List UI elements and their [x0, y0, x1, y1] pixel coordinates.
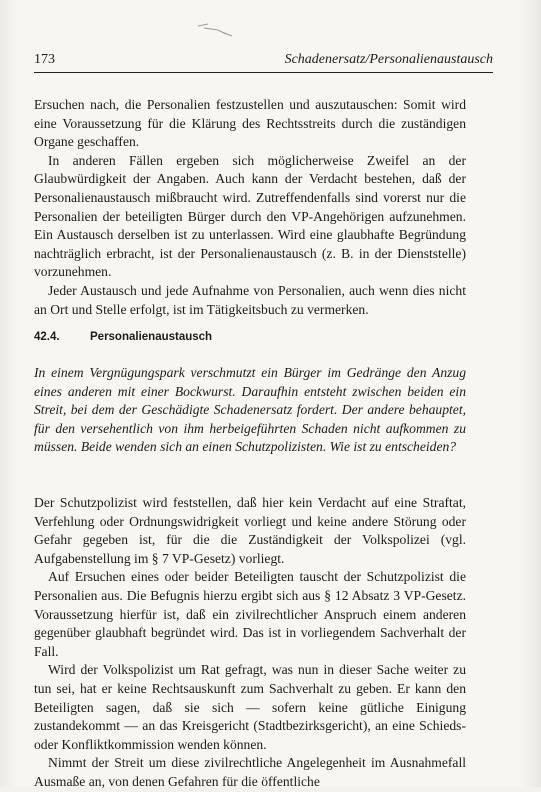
paragraph: Jeder Austausch und jede Aufnahme von Personalien, auch wenn dies nicht an Ort und Stelle erfolgt, ist im Tätigkeitsbuch zu vermerken.	[34, 282, 466, 317]
paragraph: Nimmt der Streit um diese zivilrechtliche Angelegenheit im Ausnahmefall Ausmaße an, von denen Gefahren für die öffentliche	[34, 755, 466, 789]
section-title: Personalienaustausch	[90, 331, 213, 343]
page-header	[34, 52, 493, 72]
paragraph: Auf Ersuchen eines oder beider Beteiligten tauscht der Schutzpolizist die Personalien aus. Die Befugnis hierzu ergibt sich aus § 12 Absatz 3 VP-Gesetz. Voraussetzung hierfür ist, daß ein zivilrechtlicher Anspruch einem anderen gegenüber glaubhaft begründet wird. Das ist in vorliegendem Sachverhalt der Fall.	[34, 569, 466, 659]
running-title: Schadenersatz/Personalienaustausch	[284, 52, 493, 67]
page-number: 173	[34, 52, 55, 67]
section-heading	[34, 331, 466, 343]
header-rule	[34, 72, 493, 73]
text-block-bottom	[34, 494, 466, 792]
section-number: 42.4.	[34, 331, 60, 343]
paragraph: In anderen Fällen ergeben sich möglicherweise Zweifel an der Glaubwürdigkeit der Angaben. Auch kann der Verdacht bestehen, daß der Personalienaustausch mißbraucht wird. Zutreffendenfalls sind vorerst nur die Personalien der beteiligten Bürger durch den VP-Angehörigen aufzunehmen. Ein Austausch derselben ist zu unterlassen. Wird eine glaubhafte Begründung nachträglich erbracht, ist der Personalienaustausch (z. B. in der Dienststelle) vorzunehmen.	[34, 152, 466, 280]
case-example	[34, 364, 466, 457]
text-block-top	[34, 96, 466, 319]
paragraph: Wird der Volkspolizist um Rat gefragt, was nun in dieser Sache weiter zu tun sei, hat er keine Rechtsauskunft zum Sachverhalt zu geben. Er kann den Beteiligten sagen, daß sie sich — sofern keine gütliche Einigung zustandekommt — an das Kreisgericht (Stadtbezirksgericht), an eine Schieds- oder Konfliktkommission wenden können.	[34, 662, 466, 752]
pencil-mark	[196, 22, 236, 38]
paragraph: Ersuchen nach, die Personalien festzustellen und auszutauschen: Somit wird eine Voraussetzung für die Klärung des Rechtsstreits durch die zuständigen Organe geschaffen.	[34, 97, 466, 150]
paragraph: Der Schutzpolizist wird feststellen, daß hier kein Verdacht auf eine Straftat, Verfehlung oder Ordnungswidrigkeit vorliegt und keine andere Störung oder Gefahr gegeben ist, für die die Zuständigkeit der Volkspolizei (vgl. Aufgabenstellung im § 7 VP-Gesetz) vorliegt.	[34, 495, 466, 566]
case-text: In einem Vergnügungspark verschmutzt ein Bürger im Gedränge den Anzug eines anderen mit einer Bockwurst. Daraufhin entsteht zwischen beiden ein Streit, bei dem der Geschädigte Schadenersatz fordert. Der andere behauptet, für den versehentlich von ihm herbeigeführten Schaden nicht aufkommen zu müssen. Beide wenden sich an einen Schutzpolizisten. Wie ist zu entscheiden?	[34, 365, 466, 455]
